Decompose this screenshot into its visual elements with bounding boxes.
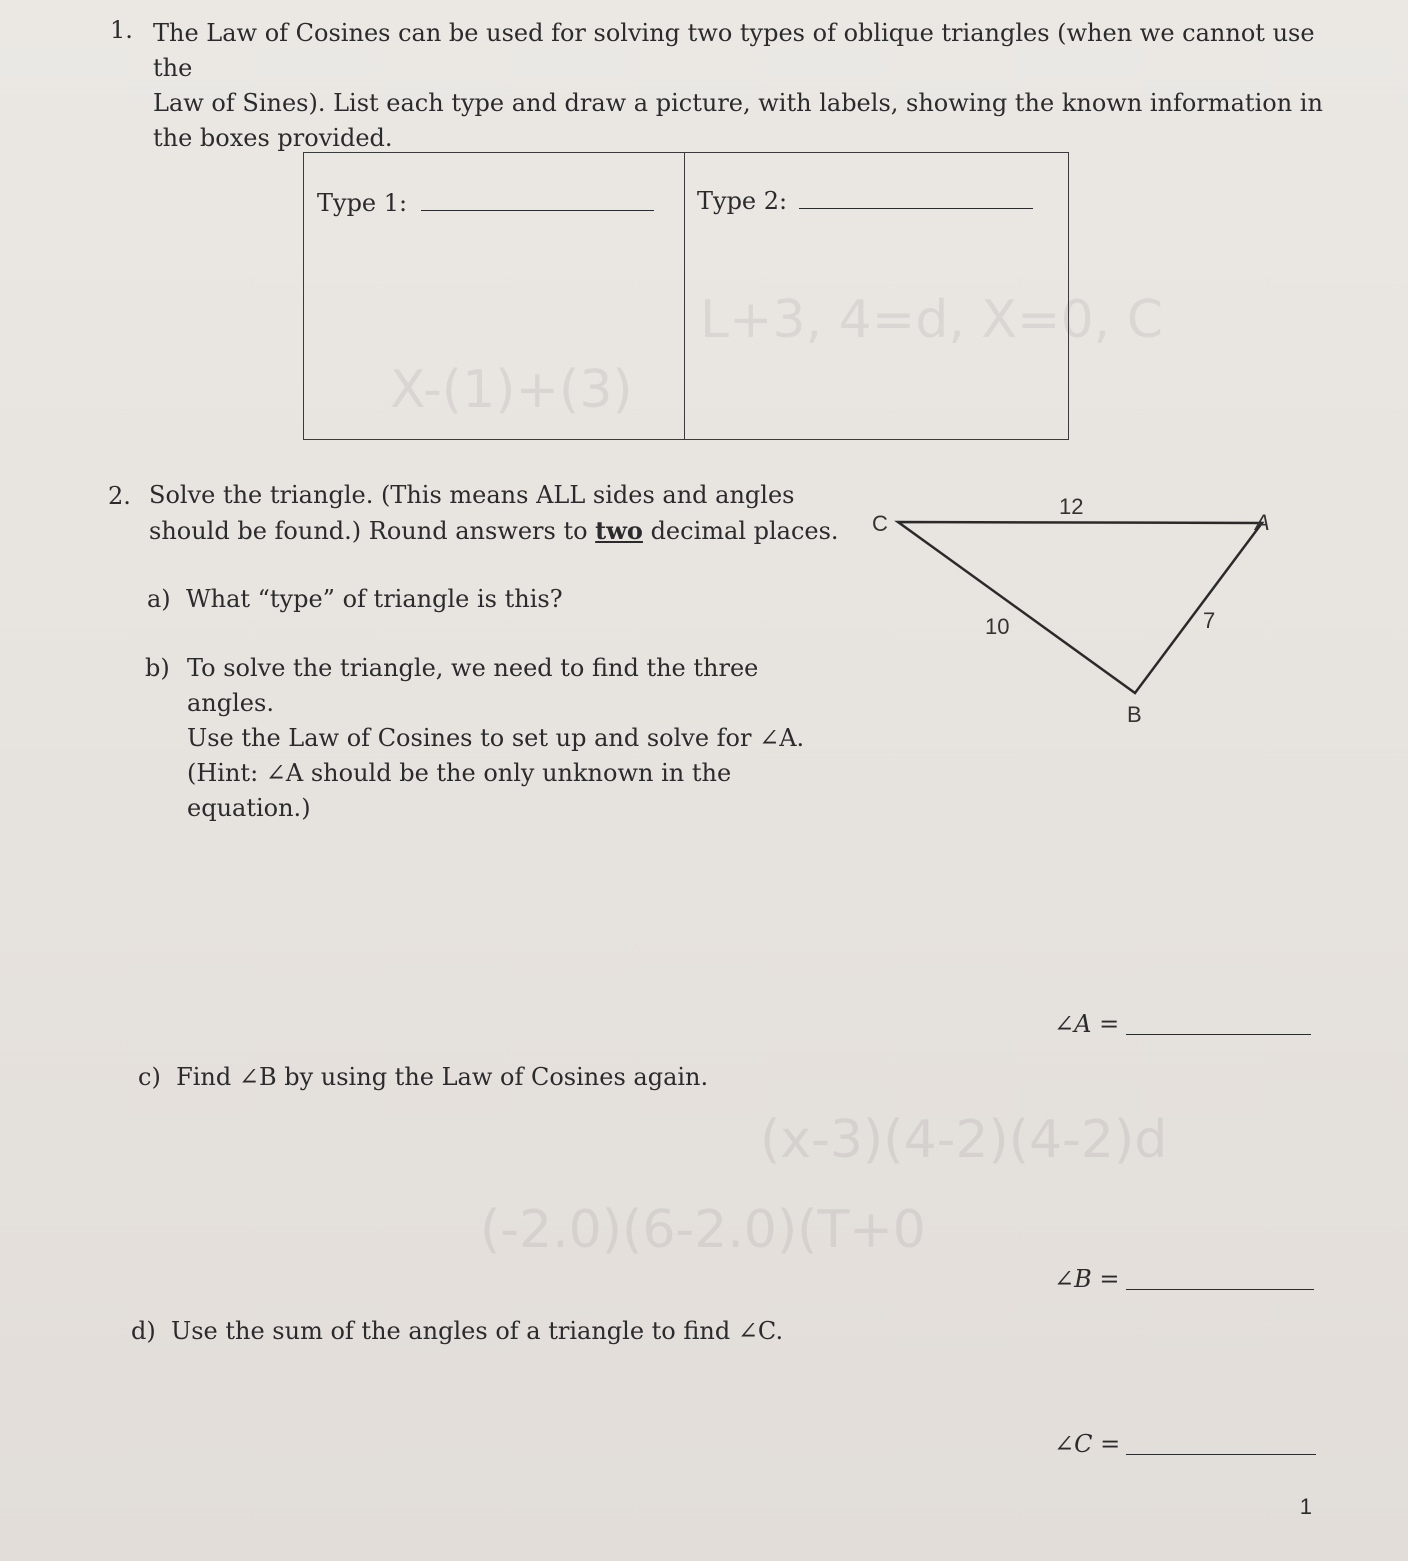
answer-b-angle: ∠B — [1054, 1265, 1092, 1293]
q2b-label: b) — [145, 654, 170, 682]
side-ab-label: 7 — [1203, 608, 1216, 633]
answer-c-equals: = — [1100, 1430, 1121, 1458]
type2-blank[interactable] — [799, 208, 1033, 209]
q2b-line-4: equation.) — [187, 794, 311, 822]
q2-emphasis: two — [595, 516, 643, 545]
type1-box — [317, 189, 654, 217]
triangle-diagram — [860, 490, 1280, 740]
q2b-line-1: To solve the triangle, we need to find the three angles. — [187, 654, 759, 717]
answer-c-label — [1054, 1430, 1120, 1458]
q2d-label: d) — [131, 1317, 156, 1345]
bleed-through-mark: X-(1)+(3) — [390, 360, 633, 420]
q2c-text: Find ∠B by using the Law of Cosines again. — [176, 1063, 709, 1091]
bleed-through-mark: L+3, 4=d, X=0, C — [700, 290, 1164, 350]
bleed-through-mark: (-2.0)(6-2.0)(T+0 — [480, 1200, 926, 1260]
q1-number: 1. — [110, 16, 133, 44]
answer-a-angle: ∠A — [1054, 1010, 1092, 1038]
answer-c-blank[interactable] — [1126, 1454, 1316, 1455]
q2b-text — [187, 651, 847, 826]
q2-line-1: Solve the triangle. (This means ALL sides and angles — [149, 481, 795, 509]
q2c-label: c) — [138, 1063, 161, 1091]
q2a-text: What “type” of triangle is this? — [185, 585, 563, 613]
q1-line-1: The Law of Cosines can be used for solving two types of oblique triangles (when we cannot use the — [153, 19, 1315, 82]
q1-line-2: Law of Sines). List each type and draw a picture, with labels, showing the known information in — [153, 89, 1323, 117]
answer-a-equals: = — [1099, 1010, 1120, 1038]
type1-blank[interactable] — [421, 210, 654, 211]
q2d-text: Use the sum of the angles of a triangle to find ∠C. — [171, 1317, 784, 1345]
answer-b-equals: = — [1099, 1265, 1120, 1293]
q2a — [147, 582, 563, 617]
q1-line-3: the boxes provided. — [153, 124, 393, 152]
q2-line-2 — [149, 513, 849, 549]
type2-box — [697, 187, 1033, 215]
q2c — [138, 1060, 708, 1095]
vertex-b-label: B — [1127, 702, 1142, 727]
type2-label: Type 2: — [697, 187, 788, 215]
type-boxes — [303, 152, 1069, 440]
vertex-a-label: A — [1255, 510, 1270, 535]
q2-line-2-end: decimal places. — [642, 517, 839, 545]
q2-text — [149, 478, 849, 549]
q2d — [131, 1314, 783, 1349]
side-ca-label: 12 — [1059, 494, 1084, 519]
q2-line-2-start: should be found.) Round answers to — [149, 517, 596, 545]
q2b-line-2: Use the Law of Cosines to set up and solve for ∠A. — [187, 724, 805, 752]
q1-text — [153, 16, 1333, 156]
box-divider — [684, 153, 685, 439]
answer-c-angle: ∠C — [1054, 1430, 1093, 1458]
answer-a-blank[interactable] — [1126, 1034, 1311, 1035]
bleed-through-mark: (x-3)(4-2)(4-2)d — [760, 1110, 1168, 1170]
answer-b-label — [1054, 1265, 1120, 1293]
q2b-line-3: (Hint: ∠A should be the only unknown in the — [187, 759, 732, 787]
side-cb-label: 10 — [985, 614, 1010, 639]
answer-b-blank[interactable] — [1126, 1289, 1314, 1290]
q2-number: 2. — [108, 482, 131, 510]
type1-label: Type 1: — [317, 189, 408, 217]
q2a-label: a) — [147, 585, 171, 613]
page-number: 1 — [1299, 1494, 1312, 1519]
answer-a-label — [1054, 1010, 1119, 1038]
vertex-c-label: C — [872, 511, 888, 536]
